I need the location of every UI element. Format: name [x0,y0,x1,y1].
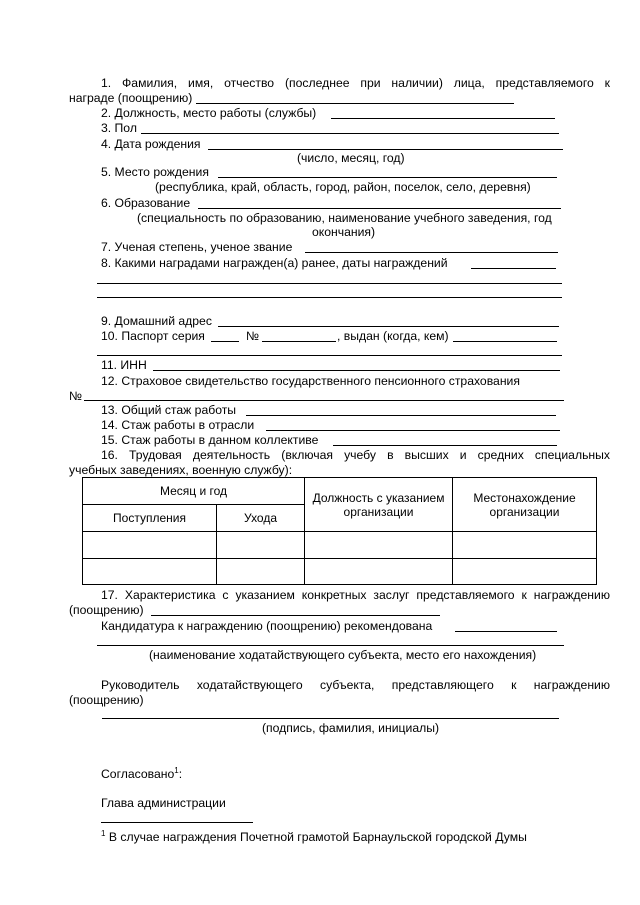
candidacy-label: Кандидатура к награждению (поощрению) рекомендована [101,619,433,633]
field-8-label: 8. Какими наградами награжден(а) ранее, даты награждений [101,256,448,270]
candidacy-blank-2[interactable] [97,645,564,646]
field-8-blank[interactable] [471,268,556,269]
leave-header: Ухода [217,505,305,532]
field-4-hint: (число, месяц, год) [297,151,405,165]
agreed-label: Согласовано$^1$: [101,765,183,781]
table-cell[interactable] [305,559,453,585]
signature-hint: (подпись, фамилия, инициалы) [262,721,440,735]
field-4-blank[interactable] [208,149,563,150]
field-15-label: 15. Стаж работы в данном коллективе [101,433,319,447]
passport-issued-blank[interactable] [453,341,557,342]
table-cell[interactable] [453,532,597,559]
entry-header: Поступления [83,505,217,532]
field-2-blank[interactable] [331,118,555,119]
field-1-label: 1. Фамилия, имя, отчество (последнее при наличии) лица, представляемого к [101,76,610,90]
field-5-label: 5. Место рождения [101,165,209,179]
table-cell[interactable] [83,532,217,559]
work-history-table [82,477,597,585]
field-6-blank[interactable] [198,208,561,209]
position-header: Должность с указанием организации [305,478,453,532]
table-cell[interactable] [453,559,597,585]
field-4-label: 4. Дата рождения [101,137,201,151]
admin-head-label: Глава администрации [101,796,226,810]
candidacy-hint: (наименование ходатайствующего субъекта, место его нахождения) [149,648,537,662]
passport-number-label: № [246,329,260,343]
field-8-blank-2[interactable] [97,283,562,284]
field-3-label: 3. Пол [101,121,137,135]
field-17-label: 17. Характеристика с указанием конкретных заслуг представляемого к награждению [101,588,610,602]
field-5-blank[interactable] [218,177,557,178]
footnote-separator [101,822,253,823]
field-17-blank[interactable] [151,615,440,616]
head-label-cont: (поощрению) [69,693,144,707]
field-3-blank[interactable] [141,133,559,134]
field-17-label-cont: (поощрению) [69,603,144,617]
field-14-label: 14. Стаж работы в отрасли [101,418,255,432]
field-16-label: 16. Трудовая деятельность (включая учебу в высших и средних специальных [101,448,610,462]
table-row [83,559,597,585]
table-cell[interactable] [305,532,453,559]
field-13-blank[interactable] [246,415,556,416]
table-cell[interactable] [83,559,217,585]
month-year-header: Месяц и год [83,478,305,505]
field-11-blank[interactable] [153,370,296,371]
table-row [83,532,597,559]
field-7-blank[interactable] [305,252,558,253]
field-10-label: 10. Паспорт серия [101,329,205,343]
location-header: Местонахождение организации [453,478,597,532]
field-7-label: 7. Ученая степень, ученое звание [101,240,293,254]
field-1-label-cont: награде (поощрению) [69,91,193,105]
field-9-label: 9. Домашний адрес [101,314,212,328]
field-12-label: 12. Страховое свидетельство государственного пенсионного страхования [101,374,520,388]
field-14-blank[interactable] [266,430,560,431]
passport-issued-label: , выдан (когда, кем) [337,329,449,343]
field-13-label: 13. Общий стаж работы [101,403,237,417]
table-cell[interactable] [217,532,305,559]
field-8-blank-3[interactable] [97,297,562,298]
field-1-blank[interactable] [196,103,514,104]
head-label: Руководитель ходатайствующего субъекта, представляющего к награждению [101,678,610,692]
field-2-label: 2. Должность, место работы (службы) [101,106,317,120]
field-6-hint: (специальность по образованию, наименование учебного заведения, год [137,211,552,225]
field-12-blank[interactable] [84,400,564,401]
field-11-blank-2[interactable] [296,370,560,371]
candidacy-blank[interactable] [455,631,557,632]
field-6-label: 6. Образование [101,196,191,210]
field-6-hint-cont: окончания) [312,225,376,239]
field-11-label: 11. ИНН [101,358,147,372]
footnote: $^1$ В случае награждения Почетной грамотой Барнаульской городской Думы [101,828,527,844]
passport-series-blank[interactable] [211,341,239,342]
table-cell[interactable] [217,559,305,585]
field-16-label-cont: учебных заведениях, военную службу): [69,463,293,477]
field-5-hint: (республика, край, область, город, район, поселок, село, деревня) [155,180,531,194]
field-15-blank[interactable] [333,445,557,446]
field-12-label-cont: № [69,389,83,403]
field-9-blank[interactable] [218,326,559,327]
passport-number-blank[interactable] [262,341,336,342]
signature-blank[interactable] [102,718,559,719]
passport-issued-blank-2[interactable] [97,355,562,356]
